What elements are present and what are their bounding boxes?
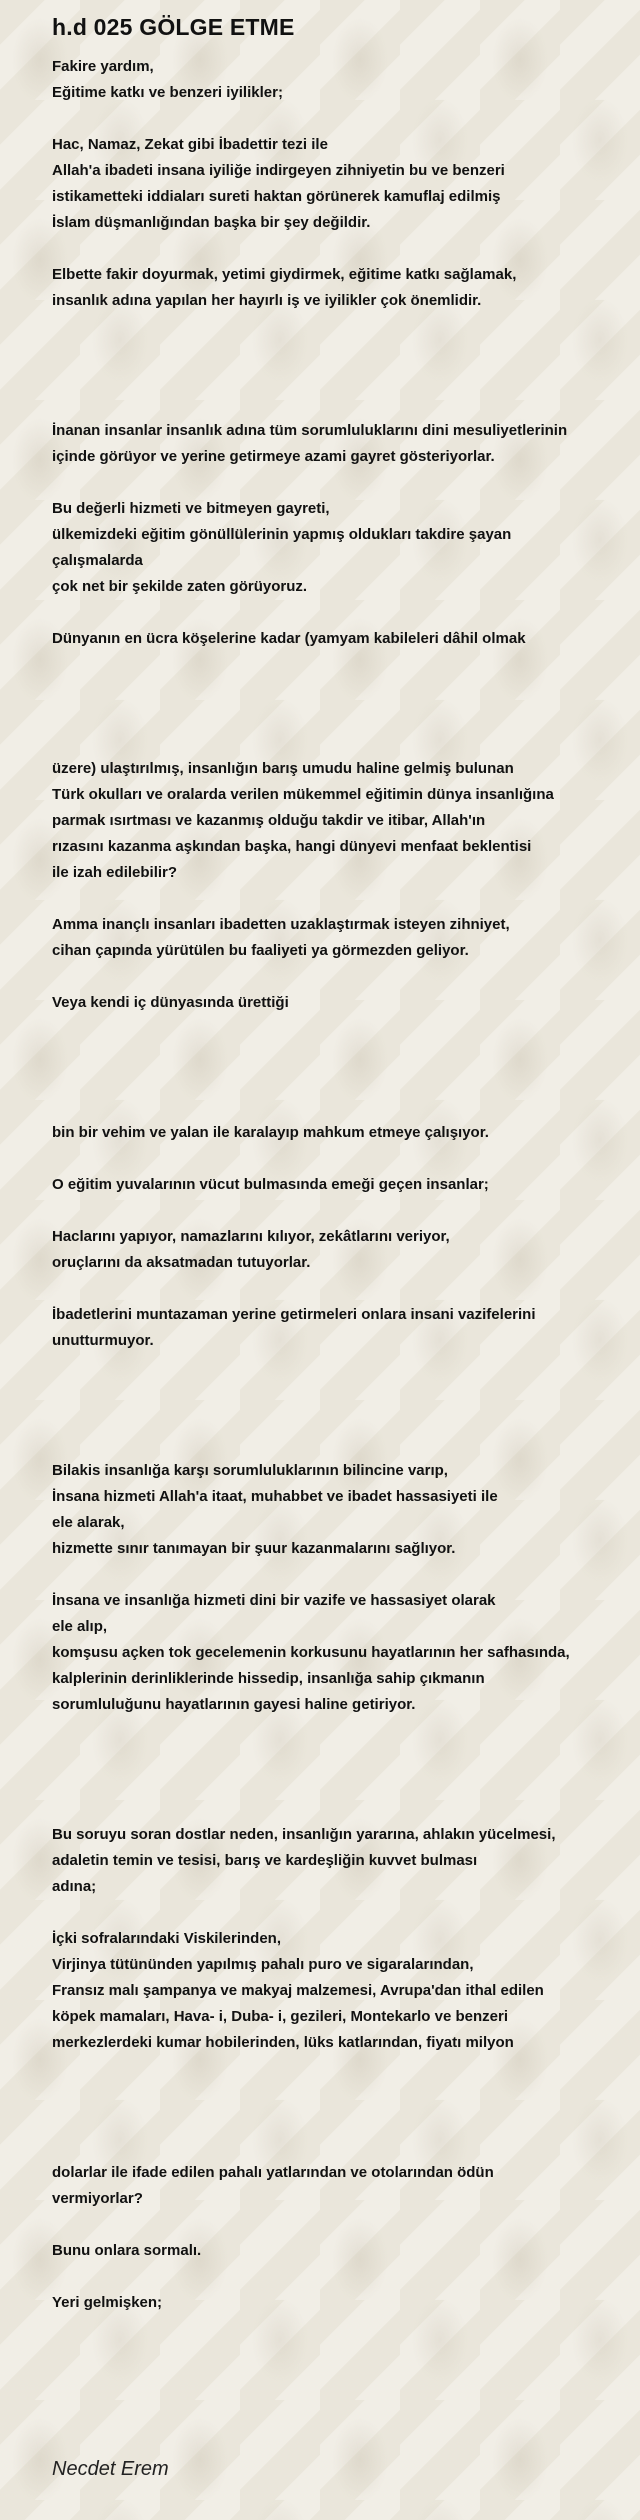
poem-line: Bu değerli hizmeti ve bitmeyen gayreti, bbox=[52, 500, 330, 517]
poem-title: h.d 025 GÖLGE ETME bbox=[52, 14, 295, 40]
poem-line: çalışmalarda bbox=[52, 552, 143, 569]
author-signature: Necdet Erem bbox=[52, 2458, 169, 2480]
stanza-gap bbox=[52, 652, 610, 756]
blank-line bbox=[52, 106, 610, 132]
poem-body bbox=[52, 54, 610, 2316]
poem-line: komşusu açken tok gecelemenin korkusunu hayatlarının her safhasında, bbox=[52, 1644, 570, 1661]
poem-line: Allah'a ibadeti insana iyiliğe indirgeyen zihniyetin bu ve benzeri bbox=[52, 162, 505, 179]
poem-line: içinde görüyor ve yerine getirmeye azami gayret gösteriyorlar. bbox=[52, 448, 495, 465]
blank-line bbox=[52, 1562, 610, 1588]
poem-line: kalplerinin derinliklerinde hissedip, insanlığa sahip çıkmanın bbox=[52, 1670, 485, 1687]
poem-line: merkezlerdeki kumar hobilerinden, lüks katlarından, fiyatı milyon bbox=[52, 2034, 514, 2051]
poem-line: ele alıp, bbox=[52, 1618, 108, 1635]
poem-line: İnsana ve insanlığa hizmeti dini bir vazife ve hassasiyet olarak bbox=[52, 1592, 496, 1609]
poem-line: İbadetlerini muntazaman yerine getirmeleri onlara insani vazifelerini bbox=[52, 1306, 536, 1323]
poem-line: rızasını kazanma aşkından başka, hangi dünyevi menfaat beklentisi bbox=[52, 838, 532, 855]
blank-line bbox=[52, 470, 610, 496]
poem-line: adaletin temin ve tesisi, barış ve kardeşliğin kuvvet bulması bbox=[52, 1852, 478, 1869]
poem-line: ele alarak, bbox=[52, 1514, 125, 1531]
poem-line: Eğitime katkı ve benzeri iyilikler; bbox=[52, 84, 283, 101]
poem-line: Fakire yardım, bbox=[52, 58, 154, 75]
stanza-gap bbox=[52, 1718, 610, 1822]
poem-line: cihan çapında yürütülen bu faaliyeti ya görmezden geliyor. bbox=[52, 942, 469, 959]
blank-line bbox=[52, 964, 610, 990]
blank-line bbox=[52, 236, 610, 262]
blank-line bbox=[52, 1146, 610, 1172]
blank-line bbox=[52, 2264, 610, 2290]
poem-line: ile izah edilebilir? bbox=[52, 864, 178, 881]
poem-line: Dünyanın en ücra köşelerine kadar (yamyam kabileleri dâhil olmak bbox=[52, 630, 526, 647]
poem-line: İnsana hizmeti Allah'a itaat, muhabbet ve ibadet hassasiyeti ile bbox=[52, 1488, 498, 1505]
stanza-gap bbox=[52, 2056, 610, 2160]
poem-line: çok net bir şekilde zaten görüyoruz. bbox=[52, 578, 308, 595]
poem-line: bin bir vehim ve yalan ile karalayıp mahkum etmeye çalışıyor. bbox=[52, 1124, 489, 1141]
poem-line: İçki sofralarındaki Viskilerinden, bbox=[52, 1930, 281, 1947]
poem-line: istikametteki iddiaları sureti haktan görünerek kamuflaj edilmiş bbox=[52, 188, 501, 205]
blank-line bbox=[52, 1276, 610, 1302]
blank-line bbox=[52, 1198, 610, 1224]
blank-line bbox=[52, 600, 610, 626]
poem-line: İslam düşmanlığından başka bir şey değildir. bbox=[52, 214, 371, 231]
poem-line: Veya kendi iç dünyasında ürettiği bbox=[52, 994, 289, 1011]
poem-line: Amma inançlı insanları ibadetten uzaklaştırmak isteyen zihniyet, bbox=[52, 916, 510, 933]
poem-line: Elbette fakir doyurmak, yetimi giydirmek, eğitime katkı sağlamak, bbox=[52, 266, 517, 283]
blank-line bbox=[52, 2212, 610, 2238]
poem-line: üzere) ulaştırılmış, insanlığın barış umudu haline gelmiş bulunan bbox=[52, 760, 514, 777]
poem-line: oruçlarını da aksatmadan tutuyorlar. bbox=[52, 1254, 311, 1271]
poem-line: adına; bbox=[52, 1878, 97, 1895]
poem-line: Yeri gelmişken; bbox=[52, 2294, 163, 2311]
blank-line bbox=[52, 886, 610, 912]
poem-line: Bunu onlara sormalı. bbox=[52, 2242, 202, 2259]
poem-line: unutturmuyor. bbox=[52, 1332, 154, 1349]
poem-line: Bu soruyu soran dostlar neden, insanlığın yararına, ahlakın yücelmesi, bbox=[52, 1826, 556, 1843]
poem-line: Bilakis insanlığa karşı sorumluluklarının bilincine varıp, bbox=[52, 1462, 448, 1479]
poem-line: parmak ısırtması ve kazanmış olduğu takdir ve itibar, Allah'ın bbox=[52, 812, 486, 829]
stanza-gap bbox=[52, 1016, 610, 1120]
poem-line: ülkemizdeki eğitim gönüllülerinin yapmış oldukları takdire şayan bbox=[52, 526, 512, 543]
poem-line: insanlık adına yapılan her hayırlı iş ve iyilikler çok önemlidir. bbox=[52, 292, 482, 309]
poem-line: Türk okulları ve oralarda verilen mükemmel eğitimin dünya insanlığına bbox=[52, 786, 554, 803]
poem-line: sorumluluğunu hayatlarının gayesi haline getiriyor. bbox=[52, 1696, 416, 1713]
blank-line bbox=[52, 1900, 610, 1926]
stanza-gap bbox=[52, 314, 610, 418]
poem-line: dolarlar ile ifade edilen pahalı yatlarından ve otolarından ödün bbox=[52, 2164, 494, 2181]
poem-line: Haclarını yapıyor, namazlarını kılıyor, zekâtlarını veriyor, bbox=[52, 1228, 450, 1245]
poem-line: Hac, Namaz, Zekat gibi İbadettir tezi ile bbox=[52, 136, 328, 153]
poem-line: hizmette sınır tanımayan bir şuur kazanmalarını sağlıyor. bbox=[52, 1540, 456, 1557]
stanza-gap bbox=[52, 1354, 610, 1458]
poem-line: Virjinya tütününden yapılmış pahalı puro ve sigaralarından, bbox=[52, 1956, 474, 1973]
poem-line: vermiyorlar? bbox=[52, 2190, 143, 2207]
poem-line: İnanan insanlar insanlık adına tüm sorumluluklarını dini mesuliyetlerinin bbox=[52, 422, 568, 439]
poem-line: Fransız malı şampanya ve makyaj malzemesi, Avrupa'dan ithal edilen bbox=[52, 1982, 544, 1999]
poem-line: köpek mamaları, Hava- i, Duba- i, gezileri, Montekarlo ve benzeri bbox=[52, 2008, 508, 2025]
poem-line: O eğitim yuvalarının vücut bulmasında emeği geçen insanlar; bbox=[52, 1176, 489, 1193]
